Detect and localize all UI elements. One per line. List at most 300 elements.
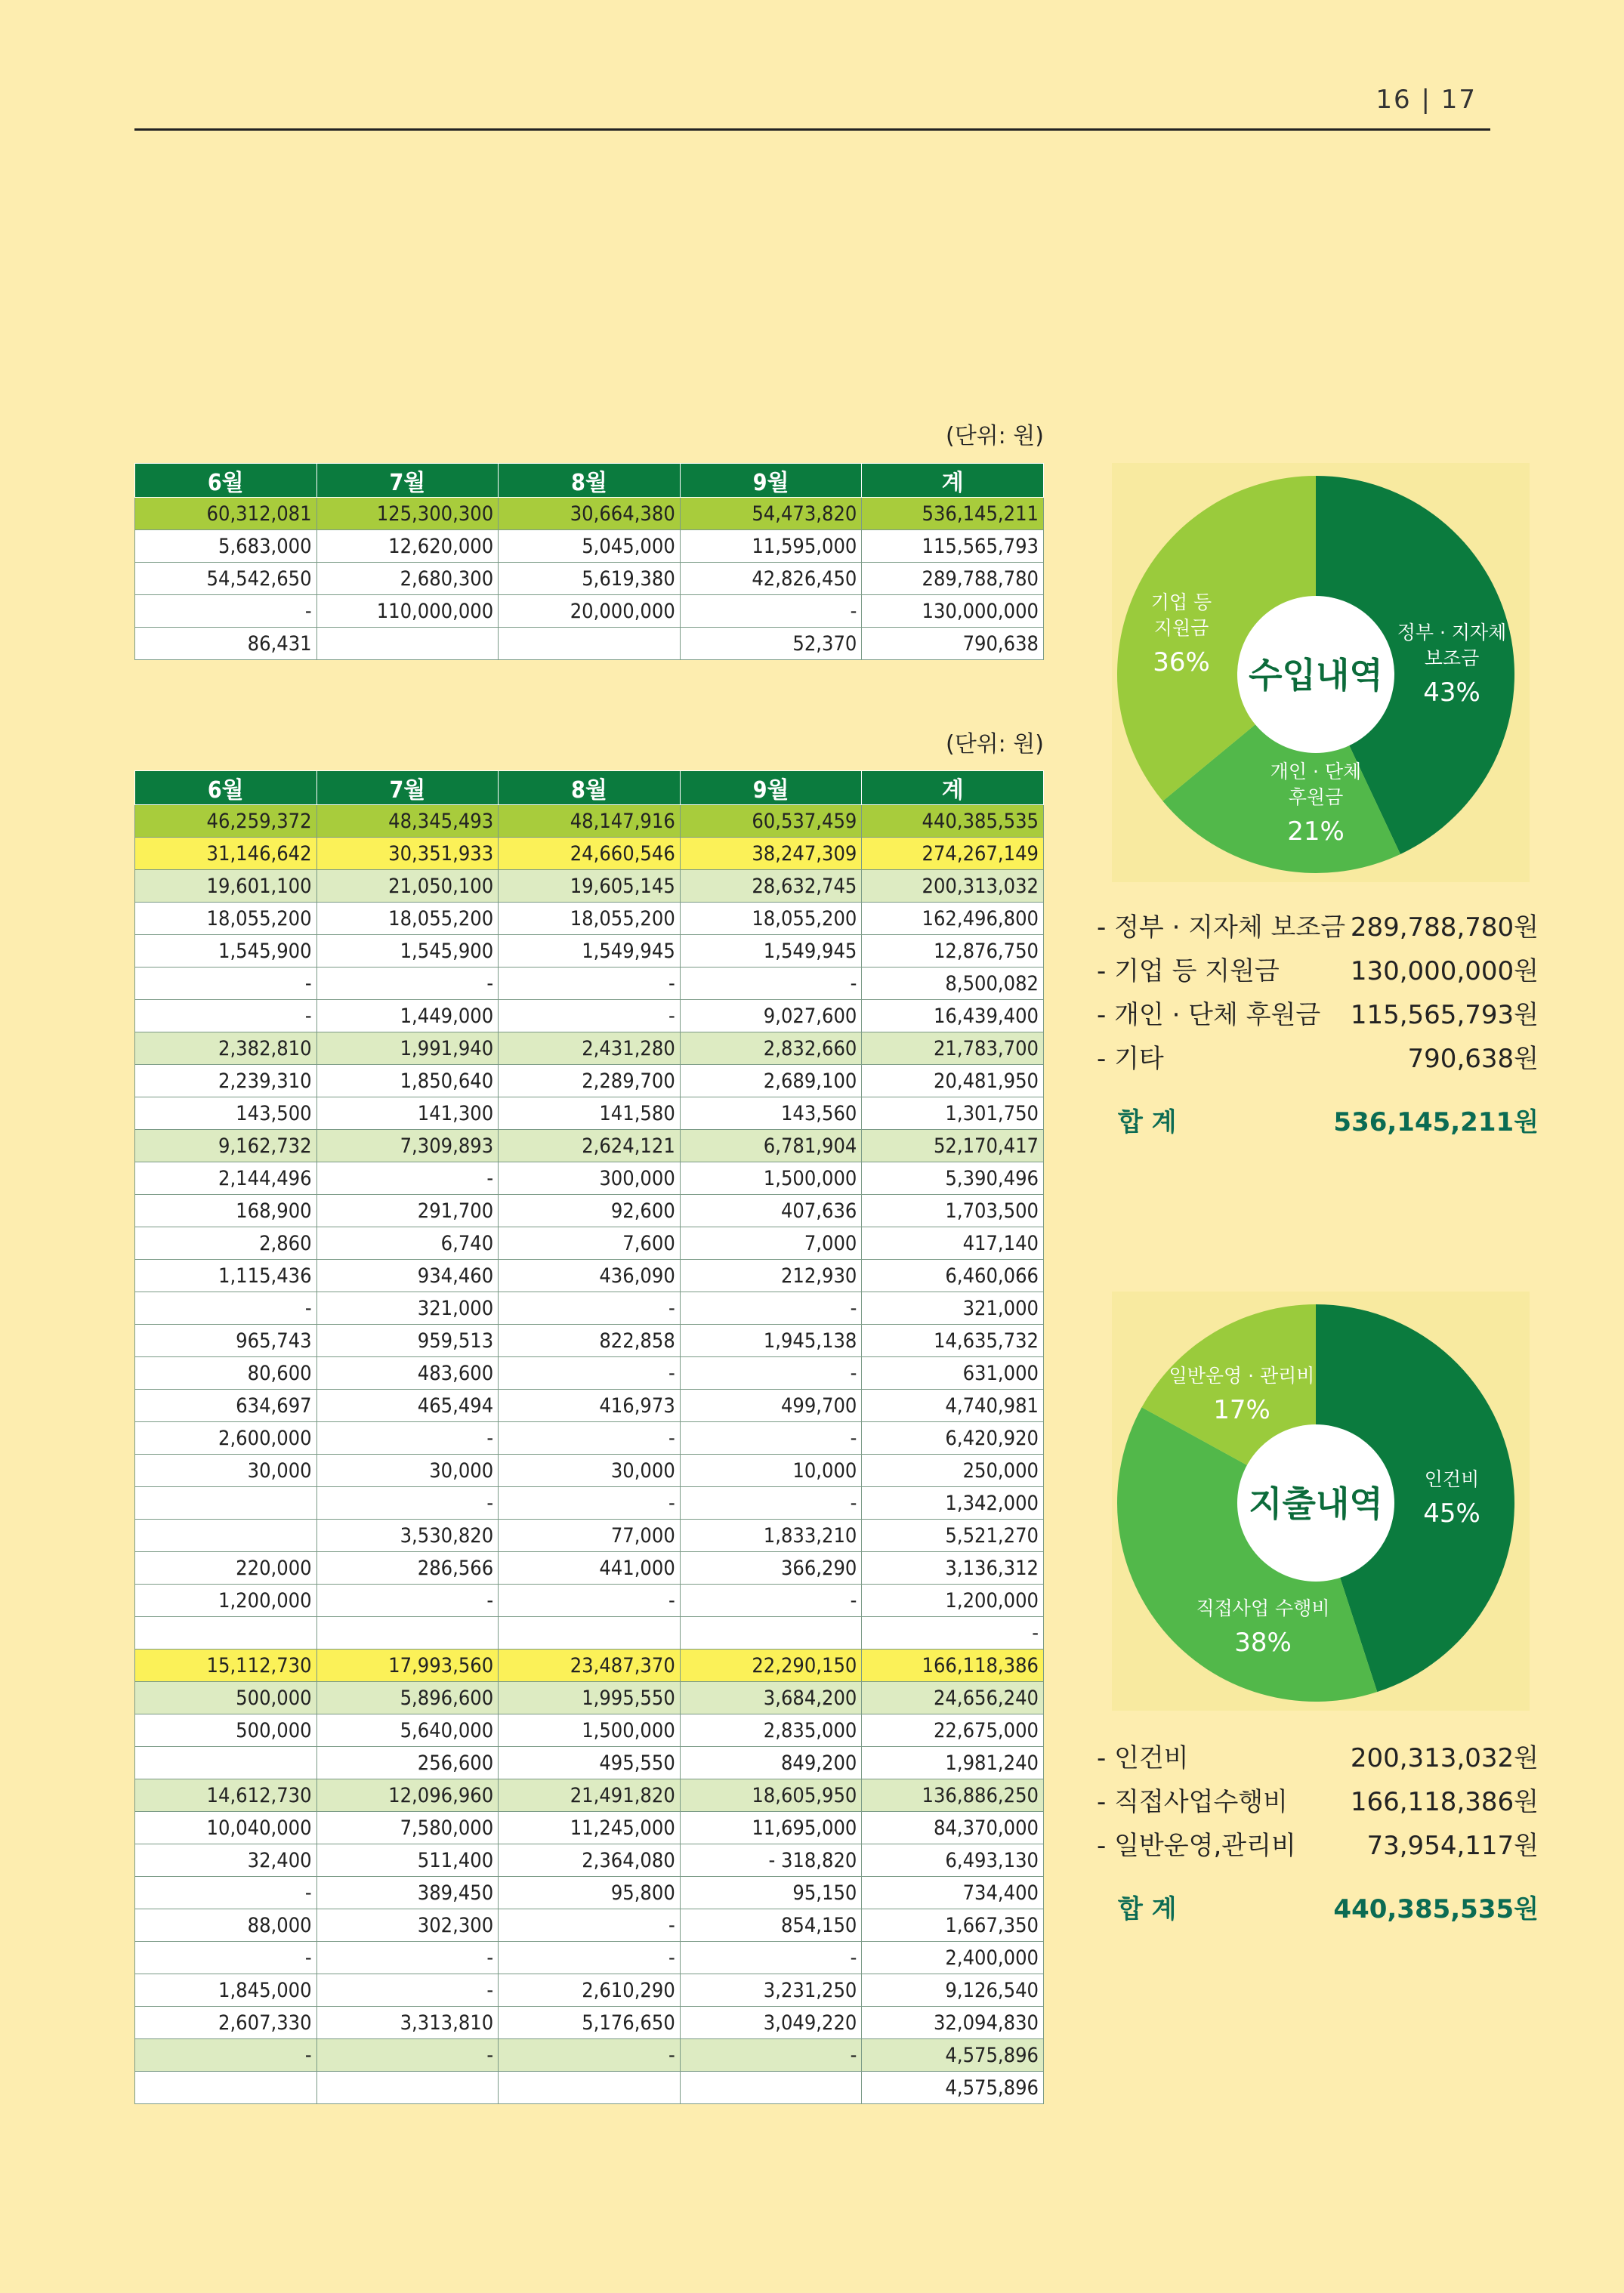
table-cell: 9,126,540: [862, 1974, 1044, 2007]
table-cell: 166,118,386: [862, 1650, 1044, 1682]
income-pie-chart: [1112, 463, 1530, 882]
table-cell: [499, 2072, 681, 2104]
legend-item-value: 166,118,386원: [1350, 1787, 1539, 1817]
table-cell: -: [499, 2039, 681, 2072]
table-cell: 321,000: [316, 1292, 499, 1325]
table-cell: 2,610,290: [499, 1974, 681, 2007]
column-header: 계: [862, 771, 1044, 805]
column-header: 7월: [316, 464, 499, 498]
table-cell: -: [316, 968, 499, 1000]
table-cell: -: [316, 1585, 499, 1617]
table-cell: -: [135, 1292, 317, 1325]
table-cell: 54,542,650: [135, 563, 317, 595]
table-cell: 1,991,940: [316, 1032, 499, 1065]
table-cell: -: [316, 1162, 499, 1195]
table-cell: 12,096,960: [316, 1779, 499, 1812]
income-table: [134, 463, 1044, 660]
table-cell: 6,781,904: [680, 1130, 862, 1162]
table-cell: 16,439,400: [862, 1000, 1044, 1032]
table-cell: 1,500,000: [680, 1162, 862, 1195]
pie-slice-percent: 45%: [1423, 1498, 1480, 1529]
table-cell: 18,055,200: [135, 903, 317, 935]
table-cell: 32,094,830: [862, 2007, 1044, 2039]
pie-slice-label: 지원금: [1153, 617, 1209, 639]
table-cell: 9,027,600: [680, 1000, 862, 1032]
table-row: [135, 1065, 1044, 1097]
table-cell: -: [499, 1487, 681, 1520]
legend-item: [1097, 906, 1539, 950]
legend-item-label: - 정부 · 지자체 보조금: [1097, 912, 1346, 943]
table-row: [135, 1942, 1044, 1974]
legend-item: [1097, 1038, 1539, 1082]
table-cell: 141,300: [316, 1097, 499, 1130]
table-cell: 30,000: [316, 1455, 499, 1487]
table-cell: 3,136,312: [862, 1552, 1044, 1585]
table-cell: 9,162,732: [135, 1130, 317, 1162]
table-cell: 634,697: [135, 1390, 317, 1422]
table-row: [135, 838, 1044, 870]
table-cell: 2,689,100: [680, 1065, 862, 1097]
table-cell: 1,995,550: [499, 1682, 681, 1714]
table-cell: - 318,820: [680, 1844, 862, 1877]
header-rule: [134, 128, 1490, 131]
table-cell: 18,605,950: [680, 1779, 862, 1812]
table-cell: 441,000: [499, 1552, 681, 1585]
table-cell: 734,400: [862, 1877, 1044, 1909]
table-cell: 32,400: [135, 1844, 317, 1877]
table-cell: 48,345,493: [316, 805, 499, 838]
table-cell: 19,601,100: [135, 870, 317, 903]
income-legend-total: [1097, 1101, 1539, 1145]
table-cell: 18,055,200: [499, 903, 681, 935]
table-cell: 536,145,211: [862, 498, 1044, 530]
legend-item-label: - 인건비: [1097, 1743, 1189, 1773]
table-cell: 417,140: [862, 1227, 1044, 1260]
pie-slice-label: 정부 · 지자체: [1397, 622, 1507, 643]
table-row: [135, 1682, 1044, 1714]
table-row: [135, 1844, 1044, 1877]
table-cell: 6,460,066: [862, 1260, 1044, 1292]
table-cell: 21,783,700: [862, 1032, 1044, 1065]
table-cell: 1,200,000: [862, 1585, 1044, 1617]
table-cell: 1,945,138: [680, 1325, 862, 1357]
table-cell: 407,636: [680, 1195, 862, 1227]
table-cell: 274,267,149: [862, 838, 1044, 870]
table-cell: 6,420,920: [862, 1422, 1044, 1455]
table-row: [135, 1779, 1044, 1812]
table-cell: 31,146,642: [135, 838, 317, 870]
table-cell: 18,055,200: [680, 903, 862, 935]
legend-item: [1097, 1781, 1539, 1825]
table-cell: [135, 2072, 317, 2104]
table-cell: -: [499, 1422, 681, 1455]
table-cell: 22,675,000: [862, 1714, 1044, 1747]
income-legend: [1097, 906, 1539, 1145]
income-total-value: 536,145,211원: [1333, 1107, 1539, 1137]
table-cell: -: [680, 1585, 862, 1617]
table-cell: 2,144,496: [135, 1162, 317, 1195]
table-cell: -: [316, 1422, 499, 1455]
column-header: 6월: [135, 464, 317, 498]
table-cell: 14,612,730: [135, 1779, 317, 1812]
table-cell: 500,000: [135, 1682, 317, 1714]
expense-unit-label: (단위: 원): [946, 731, 1044, 758]
table-cell: 1,342,000: [862, 1487, 1044, 1520]
table-cell: -: [680, 595, 862, 628]
table-cell: -: [499, 968, 681, 1000]
table-cell: 250,000: [862, 1455, 1044, 1487]
table-cell: -: [499, 1585, 681, 1617]
table-cell: 286,566: [316, 1552, 499, 1585]
table-cell: 1,850,640: [316, 1065, 499, 1097]
table-cell: 500,000: [135, 1714, 317, 1747]
legend-item-value: 289,788,780원: [1350, 912, 1539, 943]
expense-pie-chart: [1112, 1292, 1530, 1711]
table-row: [135, 1227, 1044, 1260]
table-cell: -: [316, 2039, 499, 2072]
table-row: [135, 2007, 1044, 2039]
pie-slice-label: 일반운영 · 관리비: [1169, 1365, 1315, 1387]
expense-total-label: 합 계: [1118, 1894, 1177, 1924]
table-row: [135, 1195, 1044, 1227]
table-cell: 42,826,450: [680, 563, 862, 595]
table-row: [135, 628, 1044, 660]
table-cell: 2,400,000: [862, 1942, 1044, 1974]
table-cell: 11,245,000: [499, 1812, 681, 1844]
table-cell: 143,560: [680, 1097, 862, 1130]
table-cell: -: [135, 1942, 317, 1974]
table-cell: 200,313,032: [862, 870, 1044, 903]
pie-center-label: 수입내역: [1249, 655, 1383, 696]
table-cell: 52,170,417: [862, 1130, 1044, 1162]
table-cell: 1,301,750: [862, 1097, 1044, 1130]
table-cell: 5,176,650: [499, 2007, 681, 2039]
table-cell: 2,832,660: [680, 1032, 862, 1065]
table-cell: -: [135, 968, 317, 1000]
column-header: 9월: [680, 464, 862, 498]
table-cell: 1,500,000: [499, 1714, 681, 1747]
table-cell: 3,684,200: [680, 1682, 862, 1714]
expense-table: [134, 770, 1044, 2104]
table-row: [135, 1487, 1044, 1520]
table-cell: 302,300: [316, 1909, 499, 1942]
table-cell: 440,385,535: [862, 805, 1044, 838]
table-row: [135, 1260, 1044, 1292]
expense-legend: [1097, 1737, 1539, 1932]
table-cell: -: [499, 1909, 681, 1942]
column-header: 8월: [499, 771, 681, 805]
table-row: [135, 1552, 1044, 1585]
table-cell: -: [680, 968, 862, 1000]
table-cell: 5,896,600: [316, 1682, 499, 1714]
pie-slice-percent: 43%: [1423, 677, 1480, 708]
table-cell: [135, 1617, 317, 1650]
column-header: 8월: [499, 464, 681, 498]
pie-slice-percent: 17%: [1213, 1395, 1270, 1425]
table-cell: 115,565,793: [862, 530, 1044, 563]
table-cell: 141,580: [499, 1097, 681, 1130]
table-cell: 22,290,150: [680, 1650, 862, 1682]
table-cell: 5,619,380: [499, 563, 681, 595]
legend-item-label: - 일반운영,관리비: [1097, 1831, 1296, 1861]
table-row: [135, 1714, 1044, 1747]
table-cell: 7,000: [680, 1227, 862, 1260]
table-row: [135, 1032, 1044, 1065]
expense-pie-panel: [1112, 1292, 1530, 1711]
table-cell: 7,600: [499, 1227, 681, 1260]
table-cell: 14,635,732: [862, 1325, 1044, 1357]
table-cell: [499, 1617, 681, 1650]
table-cell: 1,833,210: [680, 1520, 862, 1552]
pie-slice-label: 인건비: [1424, 1468, 1480, 1490]
table-cell: [499, 628, 681, 660]
table-cell: 291,700: [316, 1195, 499, 1227]
table-cell: 5,683,000: [135, 530, 317, 563]
table-cell: 24,660,546: [499, 838, 681, 870]
table-cell: 3,530,820: [316, 1520, 499, 1552]
table-cell: 54,473,820: [680, 498, 862, 530]
table-cell: [316, 2072, 499, 2104]
table-row: [135, 1000, 1044, 1032]
table-cell: 10,040,000: [135, 1812, 317, 1844]
column-header: 7월: [316, 771, 499, 805]
table-cell: 92,600: [499, 1195, 681, 1227]
table-cell: 2,624,121: [499, 1130, 681, 1162]
table-cell: 790,638: [862, 628, 1044, 660]
table-cell: 18,055,200: [316, 903, 499, 935]
pie-slice-percent: 36%: [1153, 647, 1210, 677]
table-cell: 86,431: [135, 628, 317, 660]
table-cell: 822,858: [499, 1325, 681, 1357]
pie-slice-percent: 38%: [1234, 1628, 1292, 1658]
table-cell: 1,667,350: [862, 1909, 1044, 1942]
income-pie-panel: [1112, 463, 1530, 882]
table-cell: 289,788,780: [862, 563, 1044, 595]
table-cell: 389,450: [316, 1877, 499, 1909]
pie-slice-percent: 21%: [1287, 816, 1345, 847]
legend-item: [1097, 1825, 1539, 1869]
table-cell: 965,743: [135, 1325, 317, 1357]
table-cell: 2,239,310: [135, 1065, 317, 1097]
pie-center-label: 지출내역: [1249, 1483, 1383, 1524]
table-cell: 2,680,300: [316, 563, 499, 595]
table-cell: 46,259,372: [135, 805, 317, 838]
table-cell: 1,545,900: [316, 935, 499, 968]
table-cell: 20,481,950: [862, 1065, 1044, 1097]
table-cell: 1,549,945: [499, 935, 681, 968]
table-row: [135, 1974, 1044, 2007]
table-cell: 6,740: [316, 1227, 499, 1260]
table-cell: 136,886,250: [862, 1779, 1044, 1812]
legend-item-label: - 기업 등 지원금: [1097, 956, 1280, 986]
table-cell: [680, 1617, 862, 1650]
table-row: [135, 1617, 1044, 1650]
income-unit-label: (단위: 원): [946, 423, 1044, 449]
table-row: [135, 2039, 1044, 2072]
table-cell: 30,000: [499, 1455, 681, 1487]
table-cell: 7,580,000: [316, 1812, 499, 1844]
table-cell: [135, 1520, 317, 1552]
table-cell: 10,000: [680, 1455, 862, 1487]
table-row: [135, 563, 1044, 595]
legend-item-label: - 기타: [1097, 1044, 1164, 1074]
table-cell: 12,620,000: [316, 530, 499, 563]
table-cell: 1,703,500: [862, 1195, 1044, 1227]
table-cell: [316, 628, 499, 660]
expense-legend-total: [1097, 1888, 1539, 1932]
income-total-label: 합 계: [1118, 1107, 1177, 1137]
table-cell: 19,605,145: [499, 870, 681, 903]
table-row: [135, 1357, 1044, 1390]
table-cell: -: [499, 1357, 681, 1390]
table-cell: -: [680, 1942, 862, 1974]
table-cell: 511,400: [316, 1844, 499, 1877]
table-cell: 321,000: [862, 1292, 1044, 1325]
table-cell: 1,115,436: [135, 1260, 317, 1292]
page-number: 16 | 17: [1375, 85, 1477, 115]
legend-item-value: 200,313,032원: [1350, 1743, 1539, 1773]
table-cell: 495,550: [499, 1747, 681, 1779]
table-cell: 3,313,810: [316, 2007, 499, 2039]
table-cell: 11,595,000: [680, 530, 862, 563]
table-row: [135, 1585, 1044, 1617]
table-row: [135, 498, 1044, 530]
table-cell: 11,695,000: [680, 1812, 862, 1844]
table-cell: 38,247,309: [680, 838, 862, 870]
table-row: [135, 1390, 1044, 1422]
table-row: [135, 1877, 1044, 1909]
table-cell: 436,090: [499, 1260, 681, 1292]
table-cell: 20,000,000: [499, 595, 681, 628]
table-cell: 220,000: [135, 1552, 317, 1585]
table-cell: 143,500: [135, 1097, 317, 1130]
table-cell: 48,147,916: [499, 805, 681, 838]
table-cell: 2,835,000: [680, 1714, 862, 1747]
table-cell: 95,150: [680, 1877, 862, 1909]
table-cell: 95,800: [499, 1877, 681, 1909]
table-row: [135, 1455, 1044, 1487]
table-cell: 1,449,000: [316, 1000, 499, 1032]
table-cell: -: [316, 1487, 499, 1520]
table-row: [135, 1747, 1044, 1779]
legend-item-value: 73,954,117원: [1366, 1831, 1539, 1861]
legend-item-label: - 개인 · 단체 후원금: [1097, 1000, 1321, 1030]
table-cell: 30,664,380: [499, 498, 681, 530]
table-cell: 5,640,000: [316, 1714, 499, 1747]
table-cell: 2,860: [135, 1227, 317, 1260]
table-cell: 168,900: [135, 1195, 317, 1227]
table-cell: -: [135, 1000, 317, 1032]
table-row: [135, 1650, 1044, 1682]
income-table-header: [135, 464, 1044, 498]
table-cell: 1,545,900: [135, 935, 317, 968]
legend-item: [1097, 950, 1539, 994]
table-cell: 17,993,560: [316, 1650, 499, 1682]
table-cell: 30,000: [135, 1455, 317, 1487]
table-cell: -: [680, 1487, 862, 1520]
table-cell: 465,494: [316, 1390, 499, 1422]
table-cell: -: [135, 1877, 317, 1909]
table-row: [135, 805, 1044, 838]
column-header: 6월: [135, 771, 317, 805]
table-cell: 1,845,000: [135, 1974, 317, 2007]
table-cell: 256,600: [316, 1747, 499, 1779]
table-cell: [316, 1617, 499, 1650]
table-cell: 849,200: [680, 1747, 862, 1779]
table-cell: 21,050,100: [316, 870, 499, 903]
table-cell: 212,930: [680, 1260, 862, 1292]
table-cell: -: [316, 1942, 499, 1974]
legend-item-label: - 직접사업수행비: [1097, 1787, 1288, 1817]
table-row: [135, 1520, 1044, 1552]
table-cell: 12,876,750: [862, 935, 1044, 968]
table-cell: 30,351,933: [316, 838, 499, 870]
legend-item: [1097, 994, 1539, 1038]
table-cell: 52,370: [680, 628, 862, 660]
table-cell: 23,487,370: [499, 1650, 681, 1682]
table-cell: 499,700: [680, 1390, 862, 1422]
table-cell: 4,740,981: [862, 1390, 1044, 1422]
table-cell: 1,981,240: [862, 1747, 1044, 1779]
table-cell: 8,500,082: [862, 968, 1044, 1000]
table-row: [135, 1292, 1044, 1325]
pie-slice-label: 보조금: [1424, 647, 1480, 669]
table-row: [135, 1097, 1044, 1130]
table-cell: -: [680, 1292, 862, 1325]
table-row: [135, 870, 1044, 903]
table-cell: 84,370,000: [862, 1812, 1044, 1844]
table-cell: -: [316, 1974, 499, 2007]
table-cell: 854,150: [680, 1909, 862, 1942]
table-cell: 2,607,330: [135, 2007, 317, 2039]
table-cell: 60,537,459: [680, 805, 862, 838]
table-cell: 2,431,280: [499, 1032, 681, 1065]
table-row: [135, 903, 1044, 935]
table-cell: 631,000: [862, 1357, 1044, 1390]
legend-item-value: 790,638원: [1407, 1044, 1539, 1074]
table-cell: -: [499, 1292, 681, 1325]
table-cell: 416,973: [499, 1390, 681, 1422]
pie-slice-label: 기업 등: [1150, 591, 1212, 613]
pie-slice-label: 개인 · 단체: [1270, 761, 1362, 782]
table-row: [135, 2072, 1044, 2104]
table-cell: -: [135, 2039, 317, 2072]
table-cell: 1,549,945: [680, 935, 862, 968]
table-row: [135, 935, 1044, 968]
table-row: [135, 1812, 1044, 1844]
table-row: [135, 595, 1044, 628]
table-cell: 162,496,800: [862, 903, 1044, 935]
table-cell: 130,000,000: [862, 595, 1044, 628]
table-cell: 300,000: [499, 1162, 681, 1195]
table-cell: 28,632,745: [680, 870, 862, 903]
table-cell: 125,300,300: [316, 498, 499, 530]
table-cell: -: [135, 595, 317, 628]
legend-item-value: 115,565,793원: [1350, 1000, 1539, 1030]
table-row: [135, 1422, 1044, 1455]
table-cell: 5,045,000: [499, 530, 681, 563]
table-cell: 366,290: [680, 1552, 862, 1585]
table-cell: 7,309,893: [316, 1130, 499, 1162]
table-cell: 77,000: [499, 1520, 681, 1552]
expense-total-value: 440,385,535원: [1333, 1894, 1539, 1924]
table-row: [135, 1130, 1044, 1162]
table-cell: 5,390,496: [862, 1162, 1044, 1195]
table-cell: -: [680, 2039, 862, 2072]
legend-item: [1097, 1737, 1539, 1781]
legend-item-value: 130,000,000원: [1350, 956, 1539, 986]
table-cell: [135, 1747, 317, 1779]
